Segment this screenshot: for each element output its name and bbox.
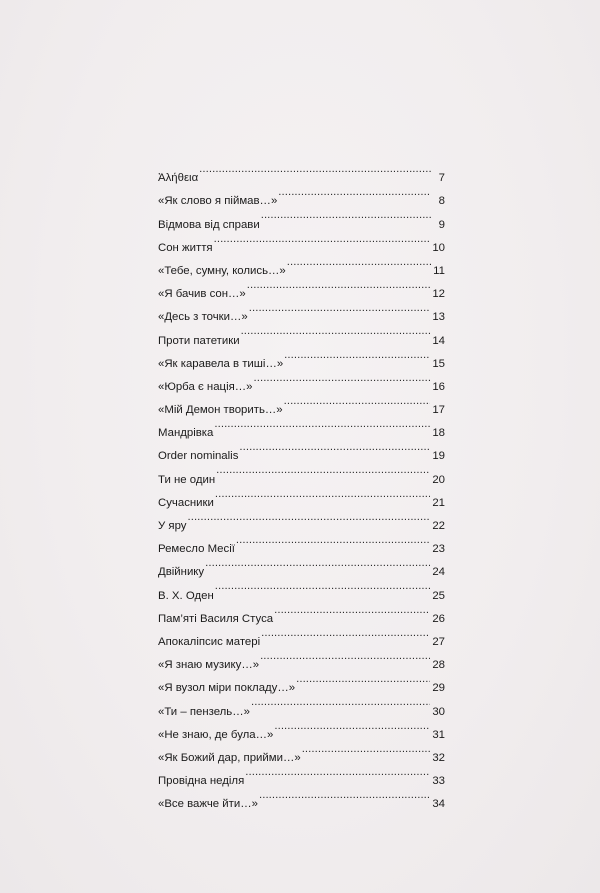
entry-title: Сучасники [158, 496, 214, 509]
entry-title: Ти не один [158, 473, 216, 486]
entry-title: Ἀλήθεια [158, 172, 199, 185]
entry-page-number: 33 [432, 775, 445, 788]
entry-title: «Десь з точки…» [158, 311, 248, 324]
entry-page-number: 27 [432, 635, 445, 648]
dot-leader [259, 784, 430, 807]
entry-page-number: 11 [433, 264, 445, 277]
entry-page-number: 14 [432, 334, 445, 347]
entry-title: Пам’яті Василя Стуса [158, 612, 274, 625]
table-of-contents [158, 158, 445, 811]
dot-leader [261, 622, 430, 645]
entry-title: «Тебе, сумну, колись…» [158, 264, 286, 277]
entry-title: «Як слово я піймав…» [158, 195, 278, 208]
entry-title: «Я вузол міри покладу…» [158, 682, 296, 695]
dot-leader [274, 599, 430, 622]
entry-page-number: 17 [432, 404, 445, 417]
dot-leader [274, 715, 430, 738]
dot-leader [296, 668, 430, 691]
entry-page-number: 19 [432, 450, 445, 463]
toc-entry [158, 158, 445, 185]
entry-page-number: 29 [432, 682, 445, 695]
entry-page-number: 25 [432, 589, 445, 602]
dot-leader [251, 691, 430, 714]
entry-title: «Як Божий дар, прийми…» [158, 751, 301, 764]
entry-title: «Ти – пензель…» [158, 705, 250, 718]
entry-page-number: 24 [432, 566, 445, 579]
entry-title: Проти патетики [158, 334, 240, 347]
entry-title: «Як каравела в тиші…» [158, 357, 284, 370]
entry-page-number: 26 [432, 612, 445, 625]
entry-title: Мандрівка [158, 427, 214, 440]
dot-leader [284, 390, 431, 413]
entry-title: «Не знаю, де була…» [158, 728, 274, 741]
dot-leader [215, 483, 430, 506]
dot-leader [249, 297, 431, 320]
entry-title: «Мій Демон творить…» [158, 404, 283, 417]
dot-leader [236, 529, 430, 552]
entry-title: Сон життя [158, 241, 213, 254]
dot-leader [215, 575, 431, 598]
entry-page-number: 34 [432, 798, 445, 811]
toc-entry [158, 529, 445, 556]
dot-leader [187, 506, 430, 529]
dot-leader [287, 251, 431, 274]
entry-title: В. Х. Оден [158, 589, 214, 602]
entry-page-number: 28 [432, 659, 445, 672]
dot-leader [245, 761, 430, 784]
toc-entry [158, 181, 445, 208]
entry-page-number: 8 [438, 195, 445, 208]
entry-title: «Юрба є нація…» [158, 380, 253, 393]
entry-page-number: 22 [432, 520, 445, 532]
entry-page-number: 18 [432, 427, 445, 440]
toc-entry [158, 506, 445, 532]
entry-title: У яру [158, 520, 187, 532]
entry-title: Провідна неділя [158, 775, 245, 788]
dot-leader [239, 436, 430, 459]
entry-title: «Я знаю музику…» [158, 659, 260, 672]
dot-leader [260, 645, 430, 668]
entry-page-number: 21 [432, 496, 445, 509]
entry-page-number: 23 [432, 543, 445, 556]
entry-page-number: 16 [432, 380, 445, 393]
dot-leader [302, 738, 431, 761]
entry-title: Апокаліпсис матері [158, 635, 261, 648]
dot-leader [254, 367, 431, 390]
entry-title: Двійнику [158, 566, 205, 579]
entry-title: «Все важче йти…» [158, 798, 258, 811]
entry-title: «Я бачив сон…» [158, 288, 246, 301]
entry-title: Відмова від справи [158, 218, 260, 231]
entry-page-number: 7 [438, 172, 445, 185]
entry-page-number: 15 [432, 357, 445, 370]
dot-leader [205, 552, 430, 575]
entry-page-number: 20 [432, 473, 445, 486]
entry-page-number: 30 [432, 705, 445, 718]
dot-leader [214, 228, 431, 251]
dot-leader [261, 204, 431, 227]
entry-page-number: 13 [432, 311, 445, 324]
entry-title: Order nominalis [158, 450, 239, 463]
dot-leader [216, 459, 430, 482]
dot-leader [247, 274, 431, 297]
entry-page-number: 12 [432, 288, 445, 301]
entry-page-number: 9 [438, 218, 445, 231]
dot-leader [241, 320, 431, 343]
entry-title: Ремесло Месії [158, 543, 235, 556]
entry-page-number: 32 [432, 751, 445, 764]
dot-leader [214, 413, 430, 436]
entry-page-number: 10 [432, 241, 445, 254]
dot-leader [284, 344, 430, 367]
entry-page-number: 31 [432, 728, 445, 741]
dot-leader [199, 158, 431, 181]
dot-leader [278, 181, 431, 204]
